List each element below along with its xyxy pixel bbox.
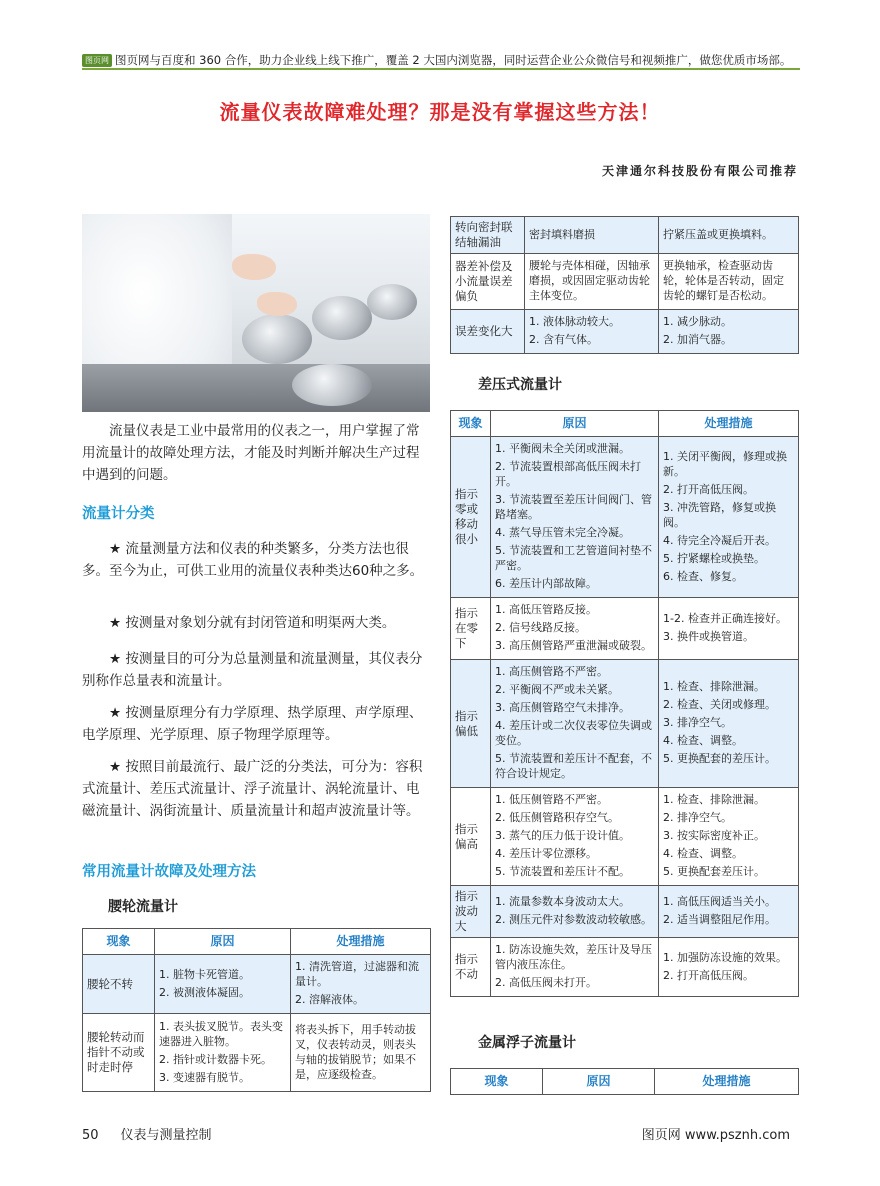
cause-line: 2. 平衡阀不严或未关紧。 — [495, 683, 619, 696]
cause-cell — [155, 1014, 291, 1092]
cause-line: 1. 高低压管路反接。 — [495, 603, 597, 616]
cause-line: 3. 高压侧管路空气未排净。 — [495, 701, 630, 714]
phenomenon-cell: 误差变化大 — [451, 310, 525, 354]
measure-line: 更换轴承，检查驱动齿轮，轮体是否转动，固定齿轮的螺钉是否松动。 — [663, 259, 784, 302]
measure-line: 2. 检查、关闭或修理。 — [663, 698, 776, 711]
cause-line: 4. 差压计或二次仪表零位失调或变位。 — [495, 719, 652, 747]
cause-line: 1. 液体脉动较大。 — [529, 315, 620, 328]
section-title-classification: 流量计分类 — [82, 506, 155, 522]
header-cause: 原因 — [543, 1069, 655, 1095]
bullet-paragraph: ★ 流量测量方法和仪表的种类繁多，分类方法也很多。至今为止，可供工业用的流量仪表种类达60种之多。 — [82, 541, 424, 579]
footer-site: 图页网 www.psznh.com — [641, 1128, 790, 1143]
cause-line: 4. 差压计零位漂移。 — [495, 847, 597, 860]
measure-line: 1. 加强防冻设施的效果。 — [663, 950, 787, 964]
header-divider — [82, 68, 800, 70]
cause-line: 5. 节流装置和工艺管道间衬垫不严密。 — [495, 544, 652, 572]
table-row — [451, 660, 799, 788]
measure-line: 2. 加消气器。 — [663, 333, 732, 346]
cause-line: 2. 被测液体凝固。 — [159, 985, 250, 999]
measure-line: 1-2. 检查并正确连接好。 — [663, 612, 787, 625]
cause-cell — [491, 598, 659, 660]
measure-line: 3. 冲洗管路，修复或换阀。 — [663, 500, 776, 529]
phenomenon-cell: 腰轮转动而指针不动或时走时停 — [83, 1014, 155, 1092]
bullet-paragraph: ★ 按测量目的可分为总量测量和流量测量，其仪表分别称作总量表和流量计。 — [82, 651, 423, 689]
measure-line: 1. 减少脉动。 — [663, 315, 732, 328]
cause-line: 3. 变速器有脱节。 — [159, 1070, 250, 1084]
cause-cell — [525, 254, 659, 310]
phenomenon-cell: 器差补偿及小流量误差偏负 — [451, 254, 525, 310]
section-title-faults: 常用流量计故障及处理方法 — [82, 864, 256, 880]
measure-line: 3. 按实际密度补正。 — [663, 829, 765, 842]
measure-line: 4. 检查、调整。 — [663, 847, 743, 860]
cause-line: 腰轮与壳体相碰，因轴承磨损，或因固定驱动齿轮主体变位。 — [529, 259, 650, 302]
subtitle-metal-float: 金属浮子流量计 — [478, 1035, 576, 1051]
cause-line: 6. 差压计内部故障。 — [495, 577, 597, 590]
phenomenon-cell: 指示零或移动很小 — [451, 437, 491, 598]
table-row — [83, 1014, 431, 1092]
meter-device-3 — [367, 284, 417, 320]
measure-line: 5. 拧紧螺栓或换垫。 — [663, 551, 765, 565]
measure-cell — [659, 598, 799, 660]
cause-cell — [525, 217, 659, 254]
measure-line: 1. 检查、排除泄漏。 — [663, 680, 765, 693]
cause-line: 2. 测压元件对参数波动较敏感。 — [495, 913, 652, 926]
header-cause: 原因 — [155, 929, 291, 955]
cause-line: 密封填料磨损 — [529, 227, 595, 241]
waist-wheel-table-continued — [450, 216, 799, 354]
recommend-line: 天津通尔科技股份有限公司推荐 — [601, 164, 798, 178]
measure-line: 将表头拆下，用手转动拔叉，仪表转动灵，则表头与轴的拔销脱节；如果不是，应逐级检查。 — [295, 1022, 416, 1081]
cause-cell — [155, 955, 291, 1014]
cause-line: 2. 含有气体。 — [529, 333, 598, 346]
header-cause: 原因 — [491, 411, 659, 437]
site-logo: 图页网 — [82, 54, 112, 67]
measure-line: 2. 溶解液体。 — [295, 993, 364, 1006]
cause-line: 4. 蒸气导压管未完全冷凝。 — [495, 526, 630, 539]
table-row — [451, 310, 799, 354]
measure-cell — [659, 788, 799, 886]
banner-text: 图页网与百度和 360 合作，助力企业线上线下推广，覆盖 2 大国内浏览器，同时运营企业公众微信号和视频推广，做您优质市场部。 — [115, 53, 792, 67]
phenomenon-cell: 指示不动 — [451, 938, 491, 997]
meter-device-4 — [292, 364, 372, 406]
cause-line: 3. 蒸气的压力低于设计值。 — [495, 829, 630, 842]
diff-pressure-table — [450, 410, 799, 997]
cause-line: 1. 流量参数本身波动太大。 — [495, 895, 630, 908]
measure-cell — [291, 955, 431, 1014]
cause-line: 1. 平衡阀未全关闭或泄漏。 — [495, 442, 630, 455]
measure-cell — [659, 437, 799, 598]
measure-line: 5. 更换配套的差压计。 — [663, 752, 776, 765]
header-phenomenon: 现象 — [83, 929, 155, 955]
page-number: 50 — [82, 1128, 99, 1143]
measure-line: 1. 清洗管道，过滤器和流量计。 — [295, 960, 419, 988]
measure-line: 2. 排净空气。 — [663, 811, 732, 824]
cause-line: 1. 脏物卡死管道。 — [159, 967, 250, 981]
cause-cell — [491, 886, 659, 938]
cause-line: 2. 信号线路反接。 — [495, 621, 586, 634]
header-measure: 处理措施 — [655, 1069, 799, 1095]
cause-line: 5. 节流装置和差压计不配套，不符合设计规定。 — [495, 752, 652, 780]
measure-line: 4. 待完全冷凝后开表。 — [663, 533, 776, 547]
cause-cell — [491, 660, 659, 788]
cause-cell — [525, 310, 659, 354]
measure-line: 1. 高低压阀适当关小。 — [663, 895, 776, 908]
cause-line: 2. 高低压阀未打开。 — [495, 976, 597, 989]
table-row — [451, 938, 799, 997]
measure-line: 1. 关闭平衡阀，修理或换新。 — [663, 449, 787, 478]
measure-cell — [659, 886, 799, 938]
measure-cell — [659, 254, 799, 310]
bench-shape — [82, 364, 430, 412]
measure-line: 6. 检查、修复。 — [663, 569, 743, 583]
measure-line: 5. 更换配套差压计。 — [663, 865, 765, 878]
phenomenon-cell: 转向密封联结轴漏油 — [451, 217, 525, 254]
hand-shape-2 — [257, 292, 297, 316]
cause-cell — [491, 788, 659, 886]
metal-float-table — [450, 1068, 799, 1095]
phenomenon-cell: 指示在零下 — [451, 598, 491, 660]
phenomenon-cell: 指示偏高 — [451, 788, 491, 886]
table-row — [83, 955, 431, 1014]
subtitle-waist-wheel: 腰轮流量计 — [108, 899, 178, 915]
measure-line: 3. 排净空气。 — [663, 716, 732, 729]
intro-paragraph: 流量仪表是工业中最常用的仪表之一，用户掌握了常用流量计的故障处理方法，才能及时判断并解决生产过程中遇到的问题。 — [82, 423, 420, 483]
header-measure: 处理措施 — [291, 929, 431, 955]
measure-line: 2. 打开高低压阀。 — [663, 968, 754, 982]
table-row — [451, 886, 799, 938]
header-measure: 处理措施 — [659, 411, 799, 437]
phenomenon-cell: 指示偏低 — [451, 660, 491, 788]
header-phenomenon: 现象 — [451, 1069, 543, 1095]
cause-line: 1. 表头拔叉脱节。表头变速器进入脏物。 — [159, 1019, 283, 1048]
measure-cell — [659, 310, 799, 354]
measure-cell — [659, 938, 799, 997]
bullet-paragraph: ★ 按照目前最流行、最广泛的分类法，可分为：容积式流量计、差压式流量计、浮子流量计、涡轮流量计、电磁流量计、涡街流量计、质量流量计和超声波流量计等。 — [82, 759, 423, 819]
cause-cell — [491, 938, 659, 997]
header-phenomenon: 现象 — [451, 411, 491, 437]
bullet-paragraph: ★ 按测量对象划分就有封闭管道和明渠两大类。 — [109, 615, 396, 631]
waist-wheel-table — [82, 928, 431, 1092]
measure-line: 拧紧压盖或更换填料。 — [663, 227, 773, 241]
measure-line: 4. 检查、调整。 — [663, 734, 743, 747]
meter-device-2 — [312, 296, 372, 340]
measure-line: 2. 适当调整阻尼作用。 — [663, 913, 776, 926]
phenomenon-cell: 指示波动大 — [451, 886, 491, 938]
measure-cell — [659, 660, 799, 788]
measure-cell — [291, 1014, 431, 1092]
cause-line: 3. 高压侧管路严重泄漏或破裂。 — [495, 639, 652, 652]
bullet-paragraph: ★ 按测量原理分有力学原理、热学原理、声学原理、电学原理、光学原理、原子物理学原理等。 — [82, 705, 423, 743]
subtitle-diff-pressure: 差压式流量计 — [478, 377, 562, 393]
table-row — [451, 598, 799, 660]
page-footer-left — [82, 1124, 234, 1143]
cause-line: 1. 防冻设施失效，差压计及导压管内液压冻住。 — [495, 943, 652, 971]
meter-device-1 — [242, 314, 312, 364]
cause-line: 2. 低压侧管路积存空气。 — [495, 811, 619, 824]
table-row — [451, 217, 799, 254]
cause-line: 5. 节流装置和差压计不配。 — [495, 865, 630, 878]
measure-line: 1. 检查、排除泄漏。 — [663, 793, 765, 806]
measure-line: 2. 打开高低压阀。 — [663, 482, 754, 496]
cause-cell — [491, 437, 659, 598]
measure-cell — [659, 217, 799, 254]
cause-line: 1. 低压侧管路不严密。 — [495, 793, 608, 806]
table-row — [451, 788, 799, 886]
cause-line: 1. 高压侧管路不严密。 — [495, 665, 608, 678]
lab-photo — [82, 214, 430, 412]
cause-line: 3. 节流装置至差压计间阀门、管路堵塞。 — [495, 493, 652, 521]
page-title: 流量仪表故障难处理？那是没有掌握这些方法！ — [219, 100, 661, 124]
cause-line: 2. 节流装置根部高低压阀未打开。 — [495, 460, 641, 488]
magazine-name: 仪表与测量控制 — [120, 1128, 212, 1143]
hand-shape-1 — [232, 254, 276, 280]
cause-line: 2. 指针或计数器卡死。 — [159, 1052, 272, 1066]
table-row — [451, 437, 799, 598]
measure-line: 3. 换件或换管道。 — [663, 630, 754, 643]
table-row — [451, 254, 799, 310]
phenomenon-cell: 腰轮不转 — [83, 955, 155, 1014]
